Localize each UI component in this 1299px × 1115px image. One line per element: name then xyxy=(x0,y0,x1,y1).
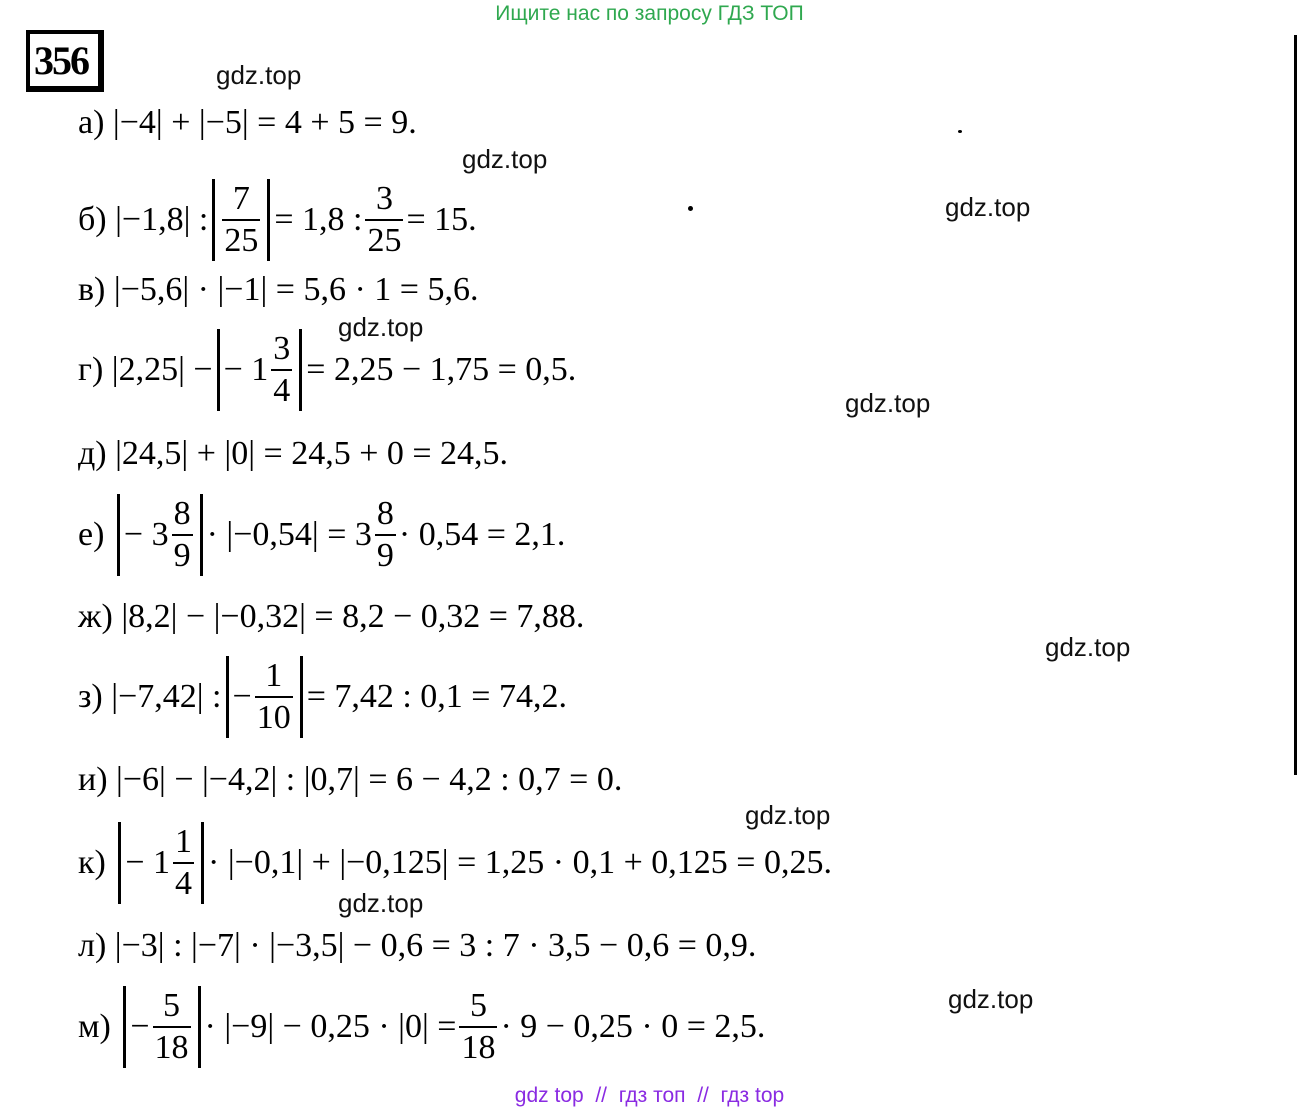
expression: = 1,8 : xyxy=(274,201,363,238)
denominator: 18 xyxy=(153,1026,191,1065)
item-label: д) xyxy=(78,435,107,472)
item-label: г) xyxy=(78,351,104,388)
line-zh xyxy=(78,587,584,647)
watermark: gdz.top xyxy=(338,312,424,342)
denominator: 25 xyxy=(365,219,403,258)
expression: − 1 xyxy=(125,844,171,881)
line-g xyxy=(78,325,576,415)
abs-bar xyxy=(299,329,302,411)
expression: = 2,25 − 1,75 = 0,5. xyxy=(306,351,577,388)
fraction xyxy=(173,825,194,901)
abs-bar xyxy=(201,822,204,904)
denominator: 4 xyxy=(173,862,194,901)
item-label: е) xyxy=(78,516,105,553)
item-label: з) xyxy=(78,678,103,715)
footer-links: gdz top // гдз топ // гдз top xyxy=(514,1084,785,1107)
numerator: 8 xyxy=(173,495,191,532)
abs-bar xyxy=(267,179,270,261)
abs-bar xyxy=(123,986,126,1068)
fraction xyxy=(153,989,191,1065)
fraction xyxy=(222,182,260,258)
denominator: 18 xyxy=(459,1026,497,1065)
denominator: 9 xyxy=(172,534,193,573)
numerator: 7 xyxy=(232,180,250,217)
watermark: gdz.top xyxy=(945,192,1031,222)
numerator: 3 xyxy=(273,330,291,367)
expression: |24,5| + |0| = 24,5 + 0 = 24,5. xyxy=(115,435,509,472)
expression: |−6| − |−4,2| : |0,7| = 6 − 4,2 : 0,7 = 0. xyxy=(116,761,623,798)
watermark: gdz.top xyxy=(845,388,931,418)
expression: · |−9| − 0,25 · |0| = xyxy=(204,1008,457,1045)
expression: − xyxy=(232,678,252,715)
item-label: к) xyxy=(78,844,106,881)
fraction xyxy=(172,497,193,573)
abs-bar xyxy=(200,494,203,576)
watermark: gdz.top xyxy=(338,888,424,918)
denominator: 10 xyxy=(255,696,293,735)
numerator: 1 xyxy=(175,823,193,860)
expression: = 7,42 : 0,1 = 74,2. xyxy=(306,678,567,715)
denominator: 4 xyxy=(271,369,292,408)
line-e xyxy=(78,490,565,580)
watermark: gdz.top xyxy=(216,60,302,90)
line-d xyxy=(78,424,508,484)
numerator: 3 xyxy=(375,180,393,217)
abs-bar xyxy=(118,822,121,904)
expression: |−7,42| : xyxy=(111,678,222,715)
line-v xyxy=(78,260,478,320)
fraction xyxy=(365,182,403,258)
item-label: б) xyxy=(78,201,107,238)
abs-bar xyxy=(217,329,220,411)
abs-bar xyxy=(198,986,201,1068)
fraction xyxy=(375,497,396,573)
expression: |8,2| − |−0,32| = 8,2 − 0,32 = 7,88. xyxy=(121,598,585,635)
problem-number: 356 xyxy=(26,30,104,92)
line-b xyxy=(78,175,477,265)
item-label: ж) xyxy=(78,598,113,635)
abs-bar xyxy=(117,494,120,576)
speck xyxy=(688,206,693,211)
line-i xyxy=(78,750,622,810)
expression: · 9 − 0,25 · 0 = 2,5. xyxy=(500,1008,766,1045)
watermark: gdz.top xyxy=(948,984,1034,1014)
watermark: gdz.top xyxy=(745,800,831,830)
line-k xyxy=(78,818,832,908)
numerator: 1 xyxy=(265,657,283,694)
expression: |−5,6| · |−1| = 5,6 · 1 = 5,6. xyxy=(113,271,479,308)
item-label: в) xyxy=(78,271,106,308)
item-label: м) xyxy=(78,1008,111,1045)
numerator: 5 xyxy=(163,987,181,1024)
expression: · 0,54 = 2,1. xyxy=(398,516,566,553)
speck xyxy=(958,130,962,133)
expression: − xyxy=(130,1008,150,1045)
abs-bar xyxy=(212,179,215,261)
fraction xyxy=(271,332,292,408)
line-l xyxy=(78,916,756,976)
expression: − 3 xyxy=(123,516,169,553)
expression: |−1,8| : xyxy=(115,201,209,238)
expression: − 1 xyxy=(223,351,269,388)
denominator: 25 xyxy=(222,219,260,258)
item-label: л) xyxy=(78,927,107,964)
expression: · |−0,54| = 3 xyxy=(206,516,372,553)
numerator: 8 xyxy=(376,495,394,532)
abs-bar xyxy=(300,656,303,738)
watermark: gdz.top xyxy=(462,144,548,174)
item-label: а) xyxy=(78,104,105,141)
line-z xyxy=(78,652,567,742)
expression: |2,25| − xyxy=(111,351,213,388)
line-m xyxy=(78,982,765,1072)
abs-bar xyxy=(226,656,229,738)
expression: |−3| : |−7| · |−3,5| − 0,6 = 3 : 7 · 3,5 − 0,6 = 0,9. xyxy=(114,927,757,964)
expression: |−4| + |−5| = 4 + 5 = 9. xyxy=(112,104,417,141)
search-hint-header: Ищите нас по запросу ГДЗ ТОП xyxy=(495,2,804,25)
fraction xyxy=(255,659,293,735)
watermark: gdz.top xyxy=(1045,632,1131,662)
item-label: и) xyxy=(78,761,108,798)
numerator: 5 xyxy=(469,987,487,1024)
expression: · |−0,1| + |−0,125| = 1,25 · 0,1 + 0,125 = 0,25. xyxy=(208,844,832,881)
fraction xyxy=(459,989,497,1065)
page-edge-line xyxy=(1294,35,1297,775)
expression: = 15. xyxy=(406,201,477,238)
line-a xyxy=(78,93,417,153)
denominator: 9 xyxy=(375,534,396,573)
